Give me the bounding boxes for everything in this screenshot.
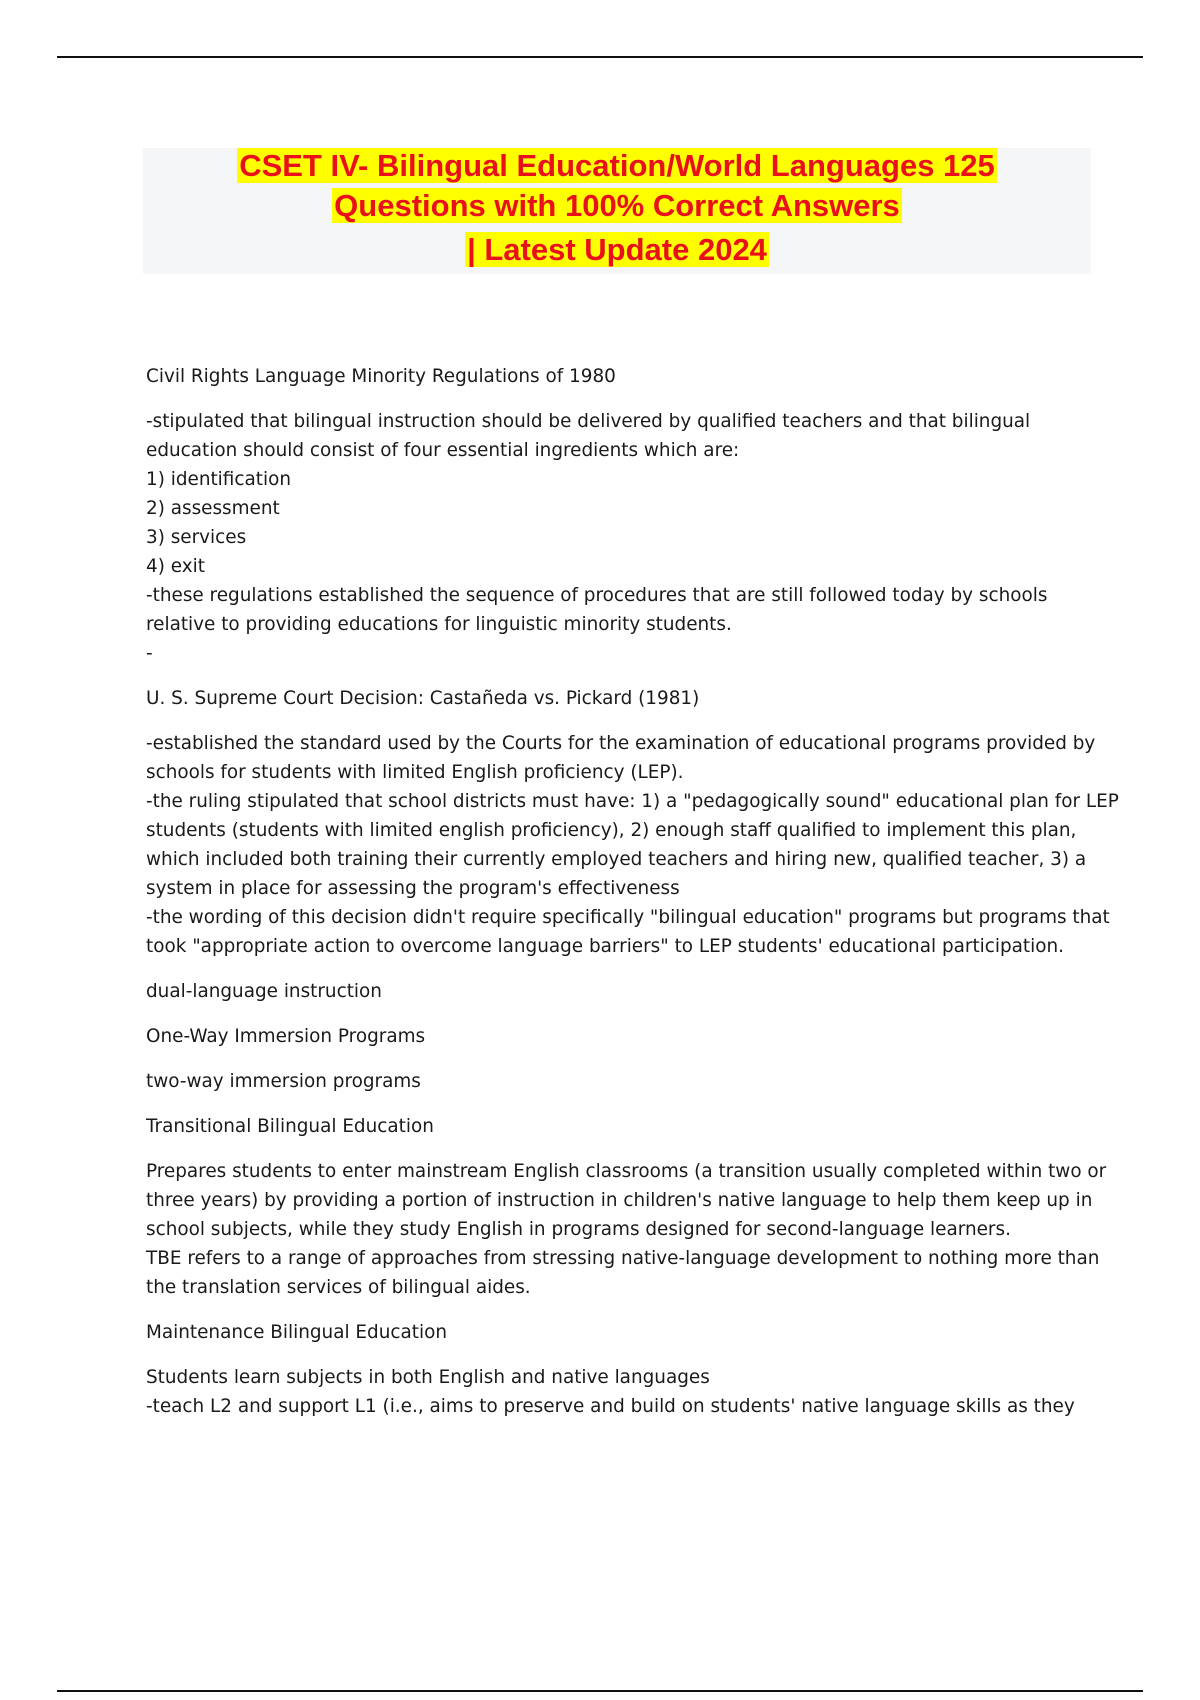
definition-line: education should consist of four essential ingredients which are: (146, 440, 740, 461)
definition (146, 729, 1119, 961)
definition (146, 1157, 1107, 1302)
definition-line: Students learn subjects in both English and native languages (146, 1367, 710, 1388)
definition-line: students (students with limited english proficiency), 2) enough staff qualified to implement this plan, (146, 820, 1077, 841)
definition-line: TBE refers to a range of approaches from stressing native-language development to nothing more than (146, 1248, 1100, 1269)
definition-line: relative to providing educations for linguistic minority students. (146, 614, 732, 635)
definition-line: -the ruling stipulated that school districts must have: 1) a "pedagogically sound" educational plan for LEP (146, 791, 1119, 812)
definition-line: - (146, 643, 153, 664)
definition-line: -stipulated that bilingual instruction should be delivered by qualified teachers and that bilingual (146, 411, 1031, 432)
definition-line: 2) assessment (146, 498, 280, 519)
title-line-3: | Latest Update 2024 (467, 232, 767, 267)
title-line-2: Questions with 100% Correct Answers (334, 188, 900, 223)
term: two-way immersion programs (146, 1071, 421, 1092)
definition (146, 1363, 1096, 1421)
definition-line: -these regulations established the sequence of procedures that are still followed today by schools (146, 585, 1048, 606)
definition-line: the translation services of bilingual aides. (146, 1277, 531, 1298)
definition-line: schools for students with limited English proficiency (LEP). (146, 762, 684, 783)
definition-line: which included both training their currently employed teachers and hiring new, qualified teacher, 3) a (146, 849, 1087, 870)
term: One-Way Immersion Programs (146, 1026, 426, 1047)
term: U. S. Supreme Court Decision: Castañeda vs. Pickard (1981) (146, 688, 700, 709)
definition-line: -established the standard used by the Courts for the examination of educational programs provided by (146, 733, 1096, 754)
definition-line: took "appropriate action to overcome language barriers" to LEP students' educational participation. (146, 936, 1065, 957)
definition (146, 407, 1096, 668)
definition-line: three years) by providing a portion of instruction in children's native language to help them keep up in (146, 1190, 1093, 1211)
footer-rule (57, 1690, 1143, 1692)
header-rule (57, 56, 1143, 58)
term: Civil Rights Language Minority Regulations of 1980 (146, 366, 616, 387)
definition-line: school subjects, while they study English in programs designed for second-language learners. (146, 1219, 1011, 1240)
definition-line: 4) exit (146, 556, 205, 577)
definition-line: system in place for assessing the program's effectiveness (146, 878, 680, 899)
definition-line: -teach L2 and support L1 (i.e., aims to preserve and build on students' native language skills as they (146, 1396, 1075, 1417)
term: Maintenance Bilingual Education (146, 1322, 447, 1343)
definition-line: 1) identification (146, 469, 291, 490)
definition-line: Prepares students to enter mainstream English classrooms (a transition usually completed within two or (146, 1161, 1107, 1182)
title-box (143, 148, 1091, 274)
term: dual-language instruction (146, 981, 382, 1002)
document-body (146, 362, 1119, 1437)
definition-line: -the wording of this decision didn't require specifically "bilingual education" programs but programs that (146, 907, 1110, 928)
term: Transitional Bilingual Education (146, 1116, 434, 1137)
definition-line: 3) services (146, 527, 247, 548)
title-line-1: CSET IV- Bilingual Education/World Languages 125 (239, 148, 995, 183)
